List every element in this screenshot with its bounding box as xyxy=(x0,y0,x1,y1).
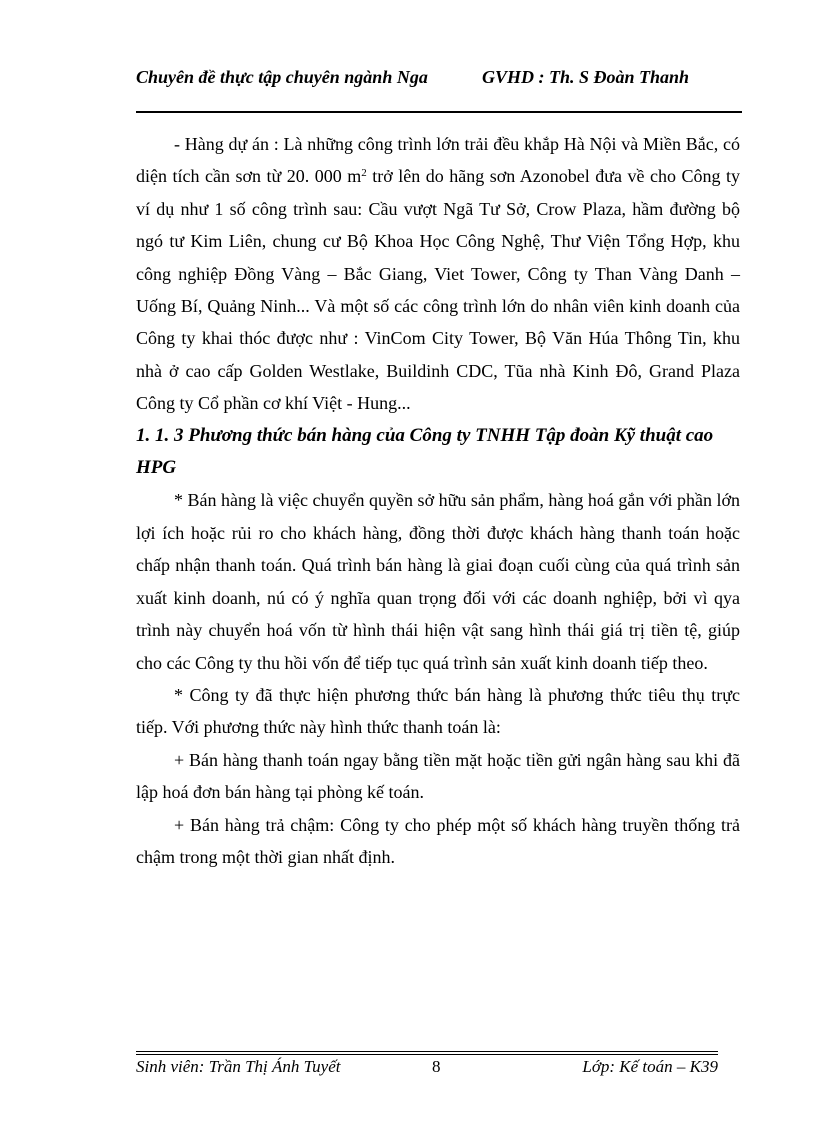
paragraph-immediate-payment: + Bán hàng thanh toán ngay bằng tiền mặt hoặc tiền gửi ngân hàng sau khi đã lập hoá đơn bán hàng tại phòng kế toán. xyxy=(136,749,740,803)
paragraph-sales-method: * Công ty đã thực hiện phương thức bán hàng là phương thức tiêu thụ trực tiếp. Với phương thức này hình thức thanh toán là: xyxy=(136,684,740,738)
header-course-title: Chuyên đề thực tập chuyên ngành Nga xyxy=(136,67,428,87)
document-body xyxy=(136,128,740,873)
paragraph-project-goods xyxy=(136,128,740,420)
footer-class: Lớp: Kế toán – K39 xyxy=(582,1057,718,1076)
page-number: 8 xyxy=(432,1057,441,1076)
paragraph-text: - Hàng dự án : Là những công trình lớn trải đều khắp Hà Nội và Miền Bắc, có diện tích cần sơn từ 20. 000 m xyxy=(136,134,740,187)
footer-student: Sinh viên: Trần Thị Ánh Tuyết xyxy=(136,1057,341,1076)
paragraph-text: trở lên do hãng sơn Azonobel đưa về cho Công ty ví dụ như 1 số công trình sau: Cầu vượt Ngã Tư Sở, Crow Plaza, hầm đường bộ ngó tư Kim Liên, chung cư Bộ Khoa Học Công Nghệ, Thư Viện Tổng Hợp, khu công nghiệp Đồng Vàng – Bắc Giang, Viet Tower, Công ty Than Vàng Danh – Uống Bí, Quảng Ninh... Và một số các công trình lớn do nhân viên kinh doanh của Công ty khai thóc được như : VinCom City Tower, Bộ Văn Húa Thông Tin, khu nhà ở cao cấp Golden Westlake, Buildinh CDC, Tũa nhà Kinh Đô, Grand Plaza Công ty Cổ phần cơ khí Việt - Hung... xyxy=(136,166,740,414)
footer-divider xyxy=(136,1054,718,1055)
superscript-2: 2 xyxy=(361,167,367,180)
paragraph-sales-definition: * Bán hàng là việc chuyển quyền sở hữu sản phẩm, hàng hoá gắn với phần lớn lợi ích hoặc rủi ro cho khách hàng, đồng thời được khách hàng thanh toán hoặc chấp nhận thanh toán. Quá trình bán hàng là giai đoạn cuối cùng của quá trình sản xuất kinh doanh, nú có ý nghĩa quan trọng đối với các doanh nghiệp, bởi vì qya trình này chuyển hoá vốn từ hình thái hiện vật sang hình thái giá trị tiền tệ, giúp cho các Công ty thu hồi vốn để tiếp tục quá trình sản xuất kinh doanh tiếp theo. xyxy=(136,490,740,673)
section-heading: 1. 1. 3 Phương thức bán hàng của Công ty TNHH Tập đoàn Kỹ thuật cao HPG xyxy=(136,424,714,479)
page-footer xyxy=(136,1056,718,1078)
header-divider xyxy=(136,111,742,113)
header-advisor: GVHD : Th. S Đoàn Thanh xyxy=(482,67,690,87)
footer-divider xyxy=(136,1051,718,1052)
paragraph-deferred-payment: + Bán hàng trả chậm: Công ty cho phép một số khách hàng truyền thống trả chậm trong một thời gian nhất định. xyxy=(136,814,740,867)
